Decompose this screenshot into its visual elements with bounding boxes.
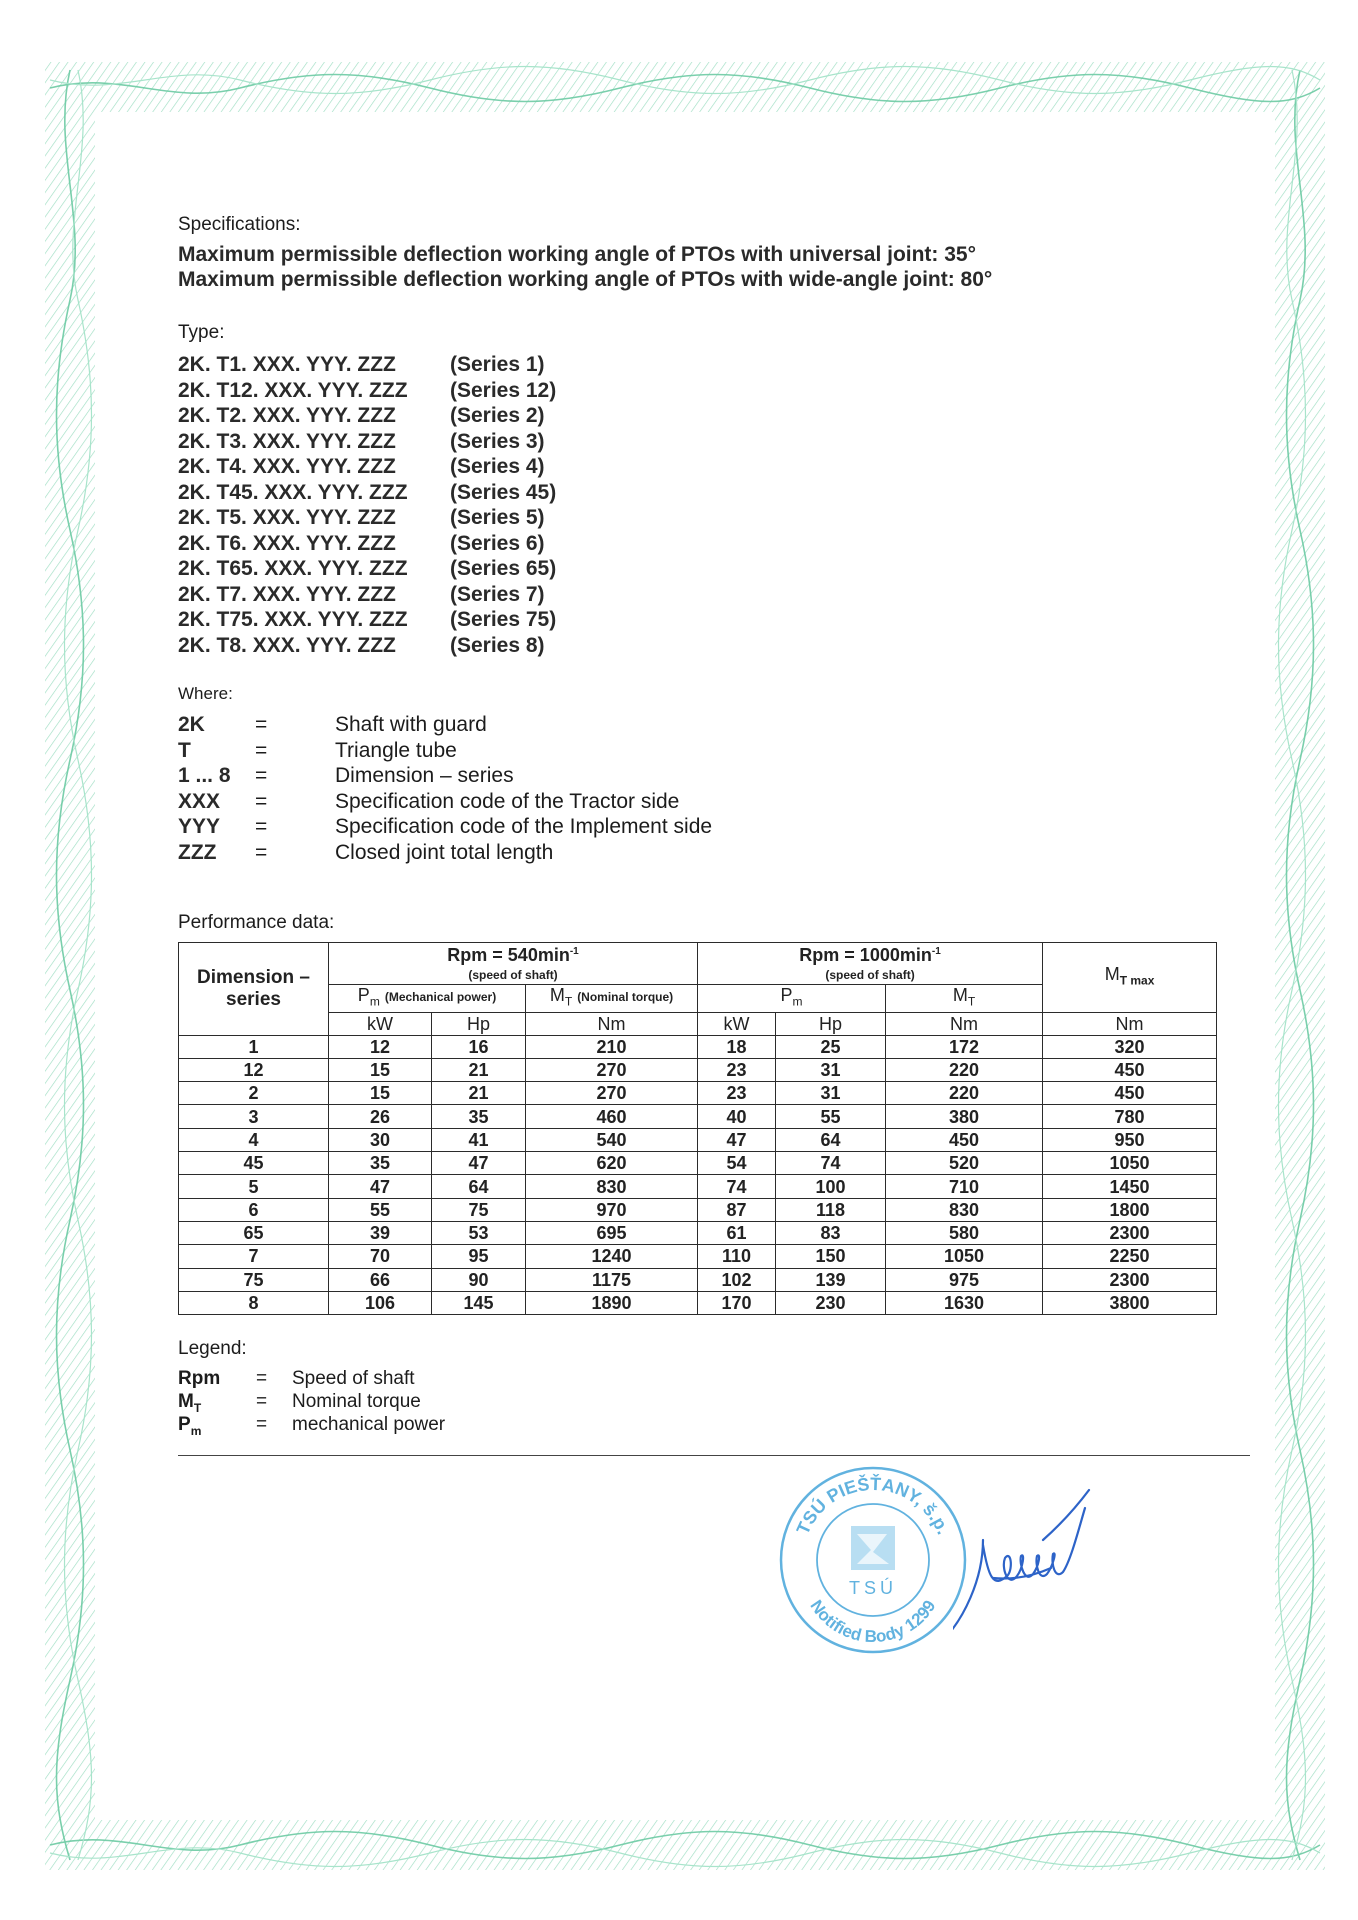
mt-note: (Nominal torque): [577, 990, 674, 1004]
mtmax-nm-cell: 2300: [1043, 1221, 1217, 1244]
rpm540-note: (speed of shaft): [468, 968, 558, 982]
rpm540-superscript: -1: [569, 946, 579, 957]
rpm1000-superscript: -1: [931, 946, 941, 957]
pm540-hp-cell: 35: [432, 1105, 526, 1128]
header-mt-1000: [886, 985, 1043, 1013]
mt540-nm-cell: 695: [526, 1221, 698, 1244]
dimension-cell: 1: [179, 1035, 329, 1058]
where-value: Specification code of the Implement side: [335, 815, 713, 838]
unit-kw: kW: [698, 1012, 776, 1035]
performance-table: [178, 942, 1217, 1315]
type-code: 2K. T6. XXX. YYY. ZZZ: [178, 531, 396, 555]
pm1000-kw-cell: 61: [698, 1221, 776, 1244]
mt540-nm-cell: 210: [526, 1035, 698, 1058]
table-row: [179, 1221, 1217, 1244]
legend-value: Speed of shaft: [292, 1368, 415, 1389]
dimension-cell: 4: [179, 1128, 329, 1151]
mt1000-nm-cell: 450: [886, 1128, 1043, 1151]
mt540-nm-cell: 270: [526, 1058, 698, 1081]
mt-symbol: M: [952, 985, 968, 1005]
legend-value: mechanical power: [292, 1414, 446, 1435]
type-series: (Series 3): [450, 429, 545, 453]
mt540-nm-cell: 1175: [526, 1268, 698, 1291]
pm540-kw-cell: 39: [329, 1221, 432, 1244]
equals-sign: =: [256, 1368, 268, 1389]
specifications-label: Specifications:: [178, 214, 301, 235]
header-rpm540: [329, 943, 698, 985]
signature: [953, 1480, 1103, 1630]
mt540-nm-cell: 1890: [526, 1291, 698, 1314]
dimension-cell: 8: [179, 1291, 329, 1314]
type-code: 2K. T5. XXX. YYY. ZZZ: [178, 506, 396, 529]
pm540-kw-cell: 12: [329, 1035, 432, 1058]
legend-label: Legend:: [178, 1338, 247, 1359]
table-units-row: [179, 1012, 1217, 1035]
pm-subscript: m: [792, 994, 803, 1009]
mtmax-nm-cell: 450: [1043, 1082, 1217, 1105]
dimension-cell: 45: [179, 1152, 329, 1175]
pm540-hp-cell: 21: [432, 1082, 526, 1105]
pm540-hp-cell: 16: [432, 1035, 526, 1058]
pm-subscript: m: [369, 994, 380, 1009]
pm540-hp-cell: 90: [432, 1268, 526, 1291]
pm1000-hp-cell: 64: [776, 1128, 886, 1151]
legend-key-subscript: T: [193, 1400, 202, 1415]
pm1000-hp-cell: 74: [776, 1152, 886, 1175]
unit-nm: Nm: [1043, 1012, 1217, 1035]
type-code: 2K. T2. XXX. YYY. ZZZ: [178, 404, 396, 427]
table-row: [179, 1175, 1217, 1198]
equals-sign: =: [255, 713, 268, 736]
unit-kw: kW: [329, 1012, 432, 1035]
type-code: 2K. T3. XXX. YYY. ZZZ: [178, 429, 396, 453]
mt540-nm-cell: 460: [526, 1105, 698, 1128]
pm540-kw-cell: 26: [329, 1105, 432, 1128]
mt1000-nm-cell: 1050: [886, 1245, 1043, 1268]
type-series: (Series 4): [450, 455, 545, 478]
mt1000-nm-cell: 830: [886, 1198, 1043, 1221]
equals-sign: =: [255, 789, 268, 813]
type-code: 2K. T75. XXX. YYY. ZZZ: [178, 608, 408, 631]
type-code: 2K. T4. XXX. YYY. ZZZ: [178, 455, 396, 478]
pm1000-hp-cell: 139: [776, 1268, 886, 1291]
equals-sign: =: [256, 1414, 268, 1435]
type-code: 2K. T8. XXX. YYY. ZZZ: [178, 633, 396, 657]
pm1000-kw-cell: 23: [698, 1082, 776, 1105]
table-row: [179, 1128, 1217, 1151]
mt540-nm-cell: 270: [526, 1082, 698, 1105]
pm1000-kw-cell: 18: [698, 1035, 776, 1058]
spec-universal-joint: Maximum permissible deflection working angle of PTOs with universal joint: 35°: [178, 243, 977, 266]
mt540-nm-cell: 830: [526, 1175, 698, 1198]
legend-key-text: P: [178, 1414, 191, 1435]
pm1000-kw-cell: 102: [698, 1268, 776, 1291]
table-row: [179, 1105, 1217, 1128]
mt1000-nm-cell: 520: [886, 1152, 1043, 1175]
unit-hp: Hp: [432, 1012, 526, 1035]
mt-subscript: T: [967, 994, 976, 1009]
pm540-kw-cell: 66: [329, 1268, 432, 1291]
mtmax-subscript: T max: [1119, 973, 1155, 988]
pm1000-hp-cell: 230: [776, 1291, 886, 1314]
type-series: (Series 1): [450, 353, 545, 376]
legend-key: [178, 1414, 201, 1438]
mt1000-nm-cell: 172: [886, 1035, 1043, 1058]
type-code: 2K. T45. XXX. YYY. ZZZ: [178, 480, 408, 504]
type-series: (Series 45): [450, 480, 557, 504]
pm540-kw-cell: 70: [329, 1245, 432, 1268]
pm-symbol: P: [357, 985, 370, 1005]
mtmax-nm-cell: 2250: [1043, 1245, 1217, 1268]
mt1000-nm-cell: 380: [886, 1105, 1043, 1128]
pm540-kw-cell: 106: [329, 1291, 432, 1314]
pm1000-hp-cell: 150: [776, 1245, 886, 1268]
type-series: (Series 75): [450, 608, 557, 631]
pm1000-kw-cell: 23: [698, 1058, 776, 1081]
type-code: 2K. T7. XXX. YYY. ZZZ: [178, 582, 396, 606]
pm540-hp-cell: 21: [432, 1058, 526, 1081]
mtmax-nm-cell: 3800: [1043, 1291, 1217, 1314]
type-code: 2K. T65. XXX. YYY. ZZZ: [178, 557, 408, 580]
dimension-cell: 6: [179, 1198, 329, 1221]
rpm1000-note: (speed of shaft): [825, 968, 915, 982]
pm1000-hp-cell: 25: [776, 1035, 886, 1058]
pm1000-kw-cell: 87: [698, 1198, 776, 1221]
spec-wide-angle-joint: Maximum permissible deflection working angle of PTOs with wide-angle joint: 80°: [178, 268, 993, 291]
dimension-cell: 7: [179, 1245, 329, 1268]
where-value: Dimension – series: [335, 764, 514, 787]
mtmax-nm-cell: 2300: [1043, 1268, 1217, 1291]
table-row: [179, 1058, 1217, 1081]
mtmax-nm-cell: 950: [1043, 1128, 1217, 1151]
where-key: 1 ... 8: [178, 764, 231, 787]
table-row: [179, 1245, 1217, 1268]
pm540-kw-cell: 15: [329, 1058, 432, 1081]
table-row: [179, 1198, 1217, 1221]
mtmax-nm-cell: 1800: [1043, 1198, 1217, 1221]
type-series: (Series 7): [450, 582, 545, 606]
dimension-cell: 2: [179, 1082, 329, 1105]
where-value: Shaft with guard: [335, 713, 487, 736]
where-key: T: [178, 738, 191, 762]
mt1000-nm-cell: 580: [886, 1221, 1043, 1244]
dimension-cell: 3: [179, 1105, 329, 1128]
pm540-kw-cell: 55: [329, 1198, 432, 1221]
table-row: [179, 1291, 1217, 1314]
mt-symbol: M: [549, 985, 565, 1005]
legend-key-text: M: [178, 1391, 194, 1412]
legend-key: [178, 1368, 220, 1390]
type-series: (Series 12): [450, 378, 557, 402]
pm1000-kw-cell: 170: [698, 1291, 776, 1314]
pm1000-kw-cell: 40: [698, 1105, 776, 1128]
mtmax-nm-cell: 320: [1043, 1035, 1217, 1058]
mt-subscript: T: [564, 994, 573, 1009]
rpm540-label: Rpm = 540min: [447, 945, 570, 965]
pm1000-kw-cell: 47: [698, 1128, 776, 1151]
type-code: 2K. T1. XXX. YYY. ZZZ: [178, 353, 396, 376]
table-header-row: [179, 943, 1217, 985]
pm1000-hp-cell: 31: [776, 1082, 886, 1105]
header-pm-540: [329, 985, 526, 1013]
mt1000-nm-cell: 710: [886, 1175, 1043, 1198]
where-label: Where:: [178, 684, 233, 703]
pm1000-hp-cell: 55: [776, 1105, 886, 1128]
pm1000-hp-cell: 31: [776, 1058, 886, 1081]
unit-hp: Hp: [776, 1012, 886, 1035]
mt540-nm-cell: 1240: [526, 1245, 698, 1268]
type-series: (Series 5): [450, 506, 545, 529]
pm1000-hp-cell: 100: [776, 1175, 886, 1198]
pm540-hp-cell: 145: [432, 1291, 526, 1314]
pm-symbol: P: [780, 985, 793, 1005]
pm540-hp-cell: 75: [432, 1198, 526, 1221]
type-series: (Series 8): [450, 633, 545, 657]
pm1000-kw-cell: 54: [698, 1152, 776, 1175]
divider-line: [178, 1455, 1250, 1456]
mt540-nm-cell: 620: [526, 1152, 698, 1175]
type-label: Type:: [178, 322, 225, 343]
pm540-hp-cell: 41: [432, 1128, 526, 1151]
stamp-bottom-text: Notified Body 1299: [806, 1596, 940, 1647]
header-dimension: Dimension – series: [179, 943, 329, 1036]
table-body: [179, 1035, 1217, 1315]
pm1000-hp-cell: 83: [776, 1221, 886, 1244]
pm540-hp-cell: 64: [432, 1175, 526, 1198]
mt540-nm-cell: 970: [526, 1198, 698, 1221]
where-key: ZZZ: [178, 840, 217, 864]
legend-key-subscript: m: [190, 1423, 202, 1438]
pm1000-kw-cell: 74: [698, 1175, 776, 1198]
unit-nm: Nm: [526, 1012, 698, 1035]
table-row: [179, 1268, 1217, 1291]
mt1000-nm-cell: 975: [886, 1268, 1043, 1291]
where-key: YYY: [178, 815, 221, 838]
equals-sign: =: [256, 1391, 268, 1412]
pm540-kw-cell: 35: [329, 1152, 432, 1175]
pm540-kw-cell: 15: [329, 1082, 432, 1105]
rpm1000-label: Rpm = 1000min: [799, 945, 932, 965]
dimension-cell: 75: [179, 1268, 329, 1291]
pm540-hp-cell: 95: [432, 1245, 526, 1268]
legend-key: [178, 1391, 201, 1415]
equals-sign: =: [255, 738, 268, 762]
dimension-cell: 5: [179, 1175, 329, 1198]
pm1000-kw-cell: 110: [698, 1245, 776, 1268]
dimension-cell: 65: [179, 1221, 329, 1244]
equals-sign: =: [255, 764, 268, 787]
where-value: Closed joint total length: [335, 840, 554, 864]
unit-nm: Nm: [886, 1012, 1043, 1035]
dimension-cell: 12: [179, 1058, 329, 1081]
performance-label: Performance data:: [178, 912, 335, 933]
header-pm-1000: [698, 985, 886, 1013]
table-row: [179, 1035, 1217, 1058]
pm1000-hp-cell: 118: [776, 1198, 886, 1221]
pm540-kw-cell: 47: [329, 1175, 432, 1198]
equals-sign: =: [255, 815, 268, 838]
mt1000-nm-cell: 220: [886, 1082, 1043, 1105]
where-value: Specification code of the Tractor side: [335, 789, 680, 813]
pm540-hp-cell: 47: [432, 1152, 526, 1175]
header-mt-max: [1043, 943, 1217, 1013]
table-row: [179, 1152, 1217, 1175]
mt1000-nm-cell: 220: [886, 1058, 1043, 1081]
where-key: XXX: [178, 789, 221, 813]
type-series: (Series 6): [450, 531, 545, 555]
type-series: (Series 65): [450, 557, 557, 580]
header-rpm1000: [698, 943, 1043, 985]
equals-sign: =: [255, 840, 268, 864]
header-mt-540: [526, 985, 698, 1013]
legend-key-text: Rpm: [178, 1368, 221, 1389]
stamp-center-text: TSÚ: [849, 1578, 897, 1598]
official-stamp: [773, 1460, 973, 1660]
where-value: Triangle tube: [335, 738, 457, 762]
mtmax-nm-cell: 450: [1043, 1058, 1217, 1081]
type-series: (Series 2): [450, 404, 545, 427]
mt1000-nm-cell: 1630: [886, 1291, 1043, 1314]
legend-value: Nominal torque: [292, 1391, 421, 1412]
where-key: 2K: [178, 713, 205, 736]
pm540-hp-cell: 53: [432, 1221, 526, 1244]
table-row: [179, 1082, 1217, 1105]
pm540-kw-cell: 30: [329, 1128, 432, 1151]
mt540-nm-cell: 540: [526, 1128, 698, 1151]
pm-note: (Mechanical power): [384, 990, 497, 1004]
mtmax-symbol: M: [1104, 964, 1120, 984]
mtmax-nm-cell: 1050: [1043, 1152, 1217, 1175]
mtmax-nm-cell: 1450: [1043, 1175, 1217, 1198]
mtmax-nm-cell: 780: [1043, 1105, 1217, 1128]
stamp-top-text: TSÚ PIEŠŤANY, š.p.: [792, 1473, 954, 1538]
type-code: 2K. T12. XXX. YYY. ZZZ: [178, 378, 408, 402]
